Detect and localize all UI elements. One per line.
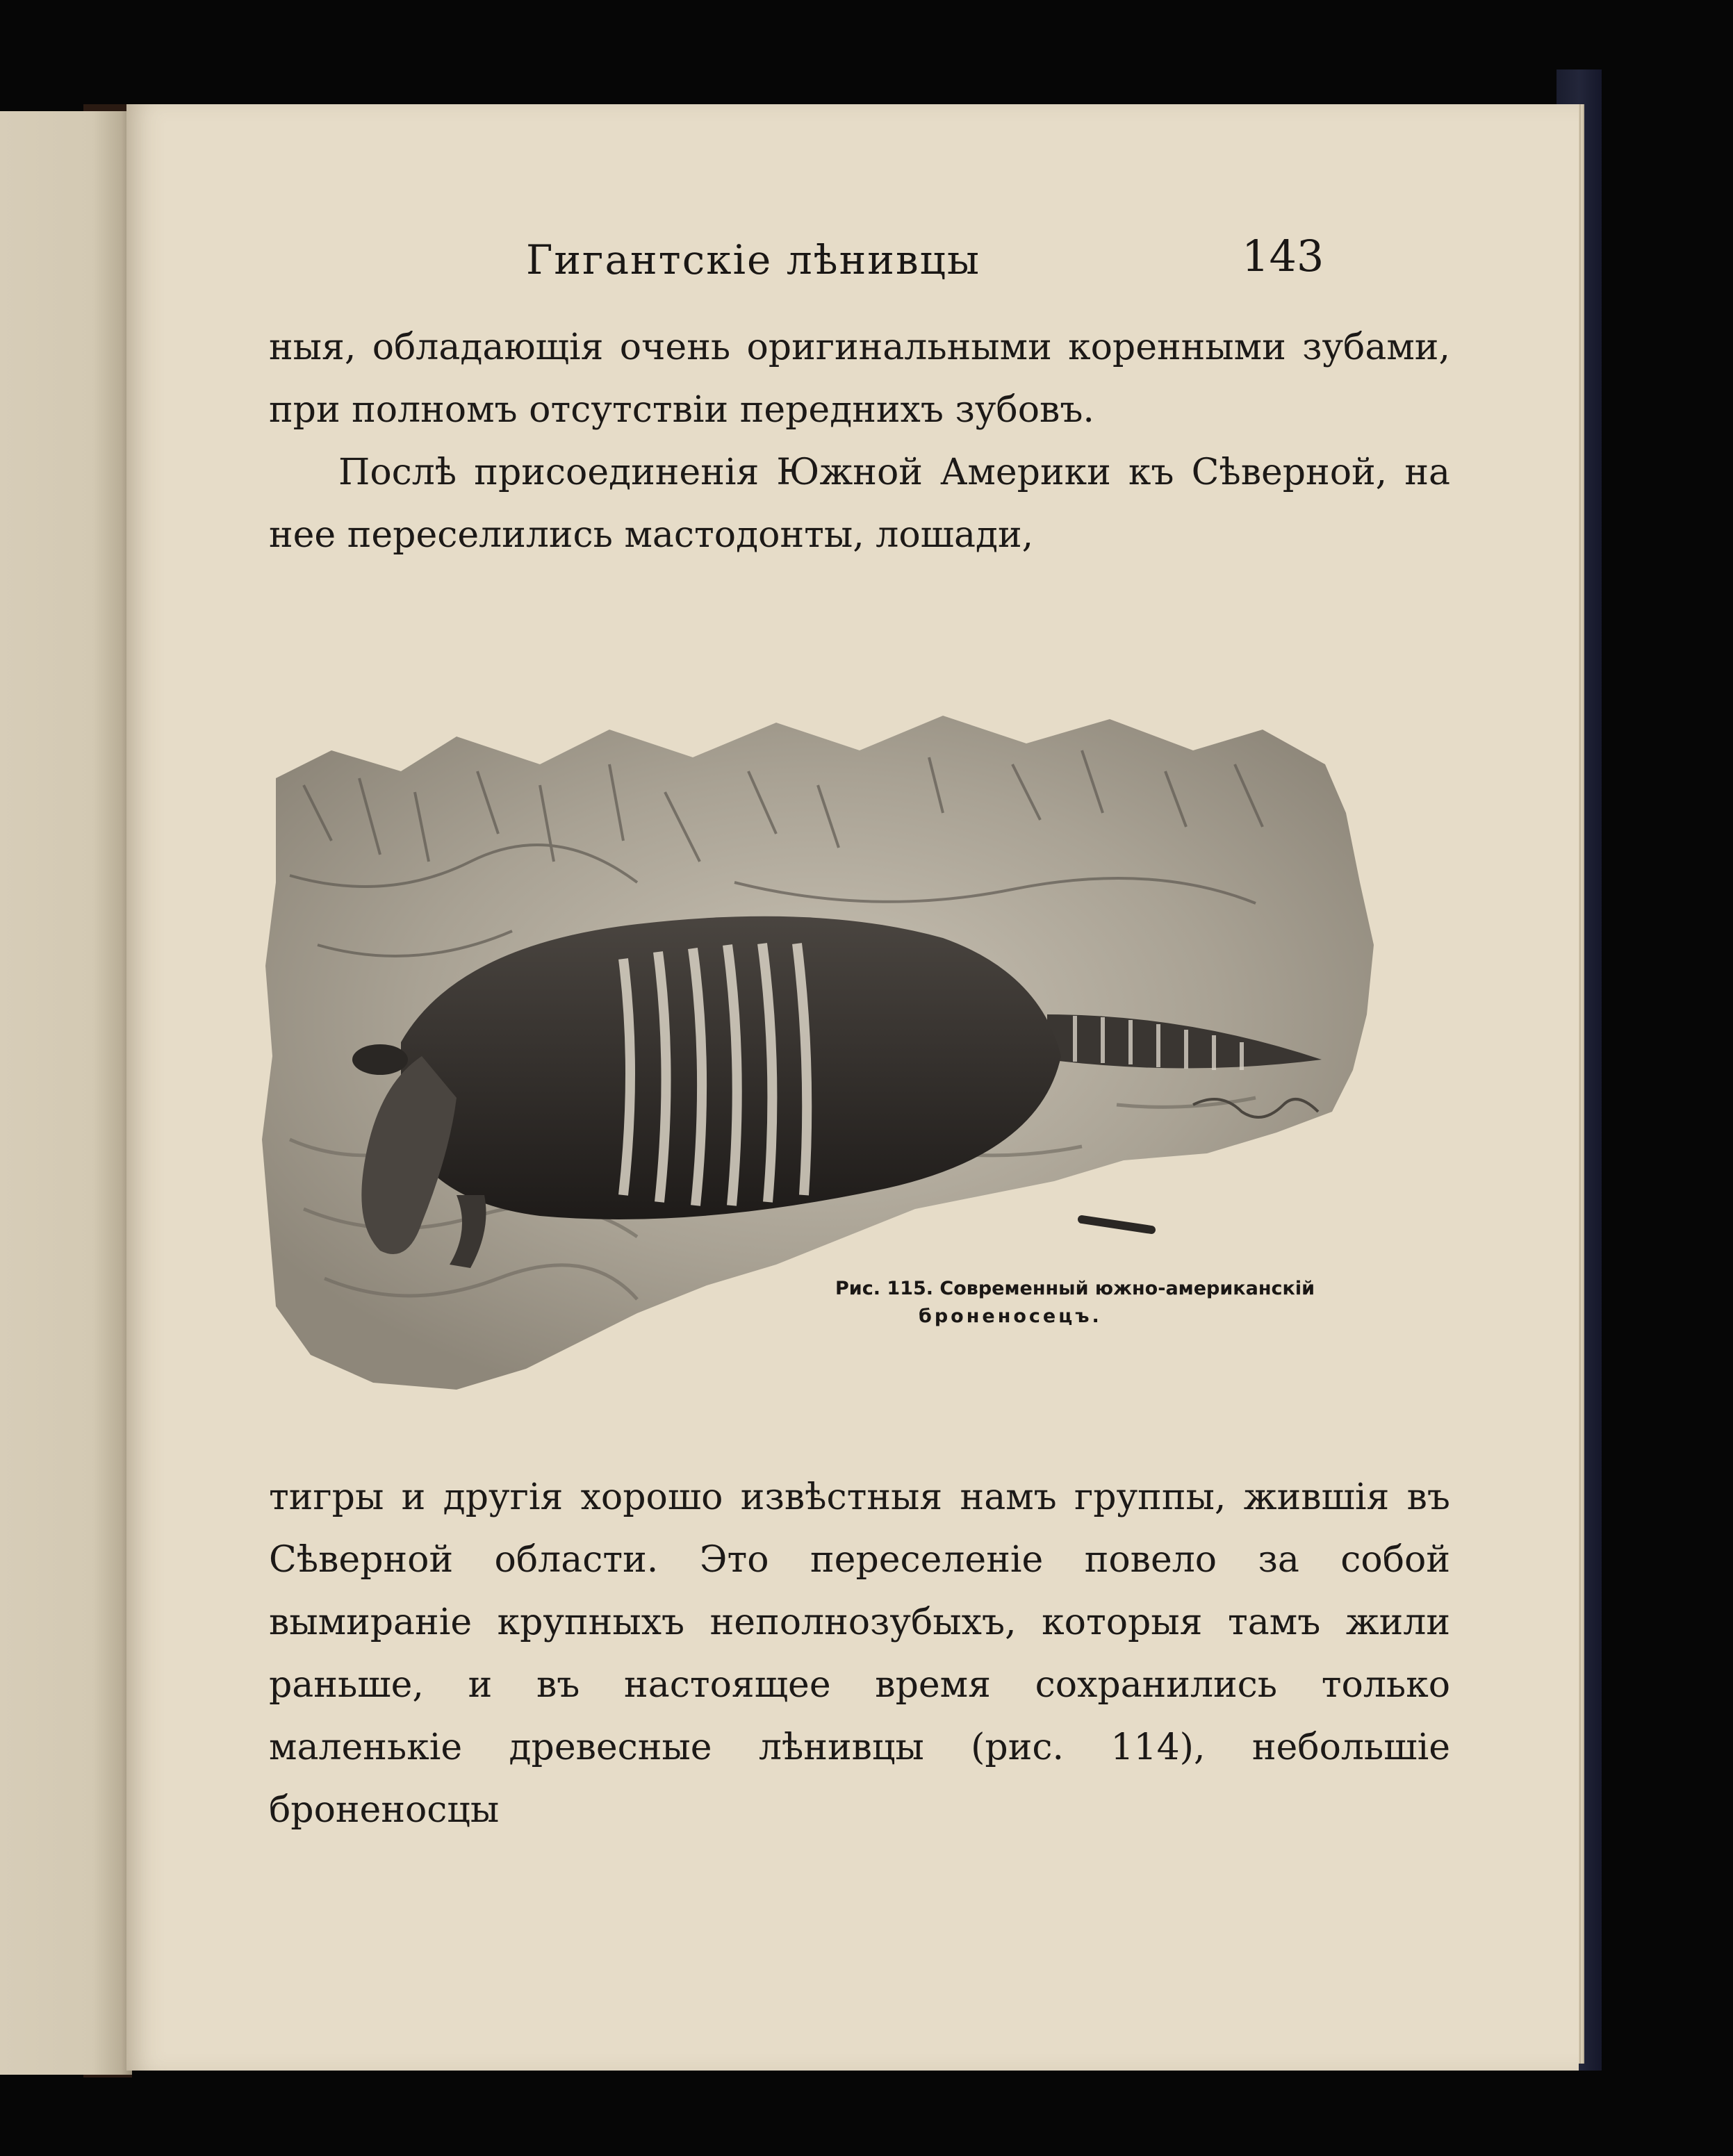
running-head: Гигантскіе лѣнивцы [526, 236, 981, 283]
page-number: 143 [1242, 231, 1324, 281]
caption-line-2: броненосецъ. [919, 1306, 1102, 1327]
figure-caption [773, 1275, 1315, 1331]
paragraph: тигры и другія хорошо извѣстныя намъ группы, жившія въ Сѣверной области. Это переселеніе повело за собой вымираніе крупныхъ неполнозубыхъ, которыя тамъ жили раньше, и въ настоящее время сохранились только маленькіе древесные лѣнивцы (рис. 114), небольшіе броненосцы [269, 1476, 1450, 1831]
paragraph: ныя, обладающія очень оригинальными коренными зубами, при полномъ отсутствіи переднихъ зубовъ. [269, 327, 1450, 431]
stick [1082, 1219, 1151, 1230]
page-header [126, 231, 1579, 299]
text-block-top [269, 316, 1450, 566]
book-page [126, 104, 1579, 2071]
paragraph: Послѣ присоединенія Южной Америки къ Сѣверной, на нее переселились мастодонты, лошади, [269, 452, 1450, 556]
armadillo-illustration [248, 653, 1492, 1487]
armadillo-ear [352, 1044, 408, 1075]
figure [248, 653, 1492, 1487]
left-facing-page [0, 111, 132, 2075]
text-block-bottom [269, 1466, 1450, 1841]
caption-line-1: Рис. 115. Современный южно-американскій [835, 1278, 1315, 1299]
